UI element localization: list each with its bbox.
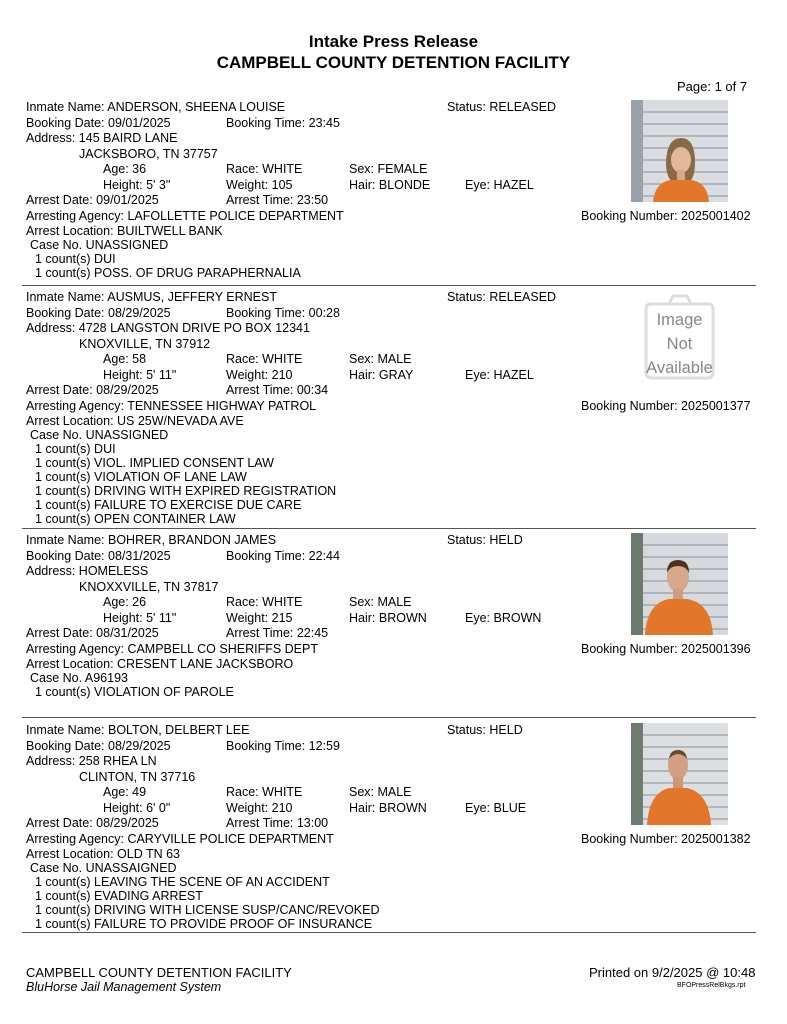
race: Race: WHITE	[226, 595, 303, 609]
arresting-agency: Arresting Agency: TENNESSEE HIGHWAY PATROL	[26, 399, 317, 413]
arrest-time: Arrest Time: 22:45	[226, 626, 329, 640]
arrest-location: Arrest Location: BUILTWELL BANK	[26, 224, 223, 238]
image-unavailable-text: Not	[666, 335, 693, 353]
arrest-location: Arrest Location: OLD TN 63	[26, 847, 181, 861]
eye: Eye: HAZEL	[465, 368, 534, 382]
race: Race: WHITE	[226, 785, 303, 799]
arresting-agency: Arresting Agency: CARYVILLE POLICE DEPARTMENT	[26, 832, 334, 846]
report-filename: BFOPressRelBkgs.rpt	[677, 982, 746, 989]
sex: Sex: FEMALE	[349, 162, 428, 176]
address-line-1: Address: 258 RHEA LN	[26, 754, 157, 768]
status: Status: HELD	[447, 533, 523, 547]
record-divider	[22, 932, 756, 933]
booking-number: Booking Number: 2025001377	[581, 399, 751, 413]
address-line-2: JACKSBORO, TN 37757	[79, 147, 218, 161]
charge: 1 count(s) VIOL. IMPLIED CONSENT LAW	[35, 456, 274, 470]
arrest-time: Arrest Time: 13:00	[226, 816, 329, 830]
record-divider	[22, 285, 756, 286]
charge: 1 count(s) DUI	[35, 252, 116, 266]
booking-number: Booking Number: 2025001382	[581, 832, 751, 846]
charge: 1 count(s) EVADING ARREST	[35, 889, 203, 903]
charge: 1 count(s) VIOLATION OF LANE LAW	[35, 470, 247, 484]
inmate-name: Inmate Name: ANDERSON, SHEENA LOUISE	[26, 100, 286, 114]
booking-date: Booking Date: 09/01/2025	[26, 116, 171, 130]
page-number: Page: 1 of 7	[677, 79, 748, 94]
address-line-2: CLINTON, TN 37716	[79, 770, 196, 784]
case-number: Case No. UNASSIGNED	[30, 428, 169, 442]
height: Height: 5' 11"	[103, 611, 177, 625]
address-line-1: Address: 145 BAIRD LANE	[26, 131, 178, 145]
age: Age: 26	[103, 595, 147, 609]
booking-number: Booking Number: 2025001396	[581, 642, 751, 656]
image-unavailable-text: Image	[656, 311, 703, 329]
age: Age: 36	[103, 162, 147, 176]
weight: Weight: 210	[226, 801, 293, 815]
booking-time: Booking Time: 12:59	[226, 739, 340, 753]
arrest-date: Arrest Date: 08/29/2025	[26, 383, 159, 397]
arrest-time: Arrest Time: 23:50	[226, 193, 329, 207]
printed-timestamp: Printed on 9/2/2025 @ 10:48	[589, 965, 756, 980]
hair: Hair: BROWN	[349, 801, 427, 815]
address-line-2: KNOXVILLE, TN 37912	[79, 337, 211, 351]
record-divider	[22, 528, 756, 529]
facility-title: CAMPBELL COUNTY DETENTION FACILITY	[216, 53, 571, 72]
race: Race: WHITE	[226, 162, 303, 176]
hair: Hair: BROWN	[349, 611, 427, 625]
address-line-2: KNOXXVILLE, TN 37817	[79, 580, 219, 594]
case-number: Case No. UNASSIGNED	[30, 238, 169, 252]
booking-time: Booking Time: 00:28	[226, 306, 340, 320]
status: Status: RELEASED	[447, 290, 557, 304]
eye: Eye: BLUE	[465, 801, 527, 815]
booking-date: Booking Date: 08/29/2025	[26, 739, 171, 753]
race: Race: WHITE	[226, 352, 303, 366]
booking-date: Booking Date: 08/29/2025	[26, 306, 171, 320]
age: Age: 49	[103, 785, 147, 799]
charge: 1 count(s) POSS. OF DRUG PARAPHERNALIA	[35, 266, 301, 280]
charge: 1 count(s) OPEN CONTAINER LAW	[35, 512, 236, 526]
image-not-available-icon	[631, 290, 728, 392]
sex: Sex: MALE	[349, 595, 412, 609]
height: Height: 6' 0"	[103, 801, 171, 815]
eye: Eye: HAZEL	[465, 178, 534, 192]
sex: Sex: MALE	[349, 352, 412, 366]
inmate-name: Inmate Name: BOLTON, DELBERT LEE	[26, 723, 250, 737]
sex: Sex: MALE	[349, 785, 412, 799]
charge: 1 count(s) DUI	[35, 442, 116, 456]
height: Height: 5' 3"	[103, 178, 171, 192]
charge: 1 count(s) DRIVING WITH LICENSE SUSP/CANC/REVOKED	[35, 903, 380, 917]
arrest-date: Arrest Date: 08/31/2025	[26, 626, 159, 640]
hair: Hair: GRAY	[349, 368, 414, 382]
mugshot-photo	[631, 723, 728, 825]
image-unavailable-text: Available	[646, 359, 713, 377]
arresting-agency: Arresting Agency: CAMPBELL CO SHERIFFS DEPT	[26, 642, 318, 656]
booking-date: Booking Date: 08/31/2025	[26, 549, 171, 563]
arrest-location: Arrest Location: US 25W/NEVADA AVE	[26, 414, 244, 428]
charge: 1 count(s) FAILURE TO EXERCISE DUE CARE	[35, 498, 302, 512]
case-number: Case No. A96193	[30, 671, 128, 685]
address-line-1: Address: HOMELESS	[26, 564, 149, 578]
report-title: Intake Press Release	[308, 32, 479, 51]
arrest-date: Arrest Date: 08/29/2025	[26, 816, 159, 830]
record-divider	[22, 717, 756, 718]
eye: Eye: BROWN	[465, 611, 542, 625]
booking-time: Booking Time: 23:45	[226, 116, 340, 130]
case-number: Case No. UNASSAIGNED	[30, 861, 177, 875]
mugshot-photo	[631, 533, 728, 635]
weight: Weight: 215	[226, 611, 293, 625]
arresting-agency: Arresting Agency: LAFOLLETTE POLICE DEPARTMENT	[26, 209, 344, 223]
arrest-location: Arrest Location: CRESENT LANE JACKSBORO	[26, 657, 294, 671]
status: Status: HELD	[447, 723, 523, 737]
charge: 1 count(s) DRIVING WITH EXPIRED REGISTRATION	[35, 484, 337, 498]
weight: Weight: 105	[226, 178, 293, 192]
hair: Hair: BLONDE	[349, 178, 431, 192]
status: Status: RELEASED	[447, 100, 557, 114]
age: Age: 58	[103, 352, 147, 366]
mugshot-photo	[631, 100, 728, 202]
weight: Weight: 210	[226, 368, 293, 382]
inmate-name: Inmate Name: BOHRER, BRANDON JAMES	[26, 533, 277, 547]
booking-time: Booking Time: 22:44	[226, 549, 340, 563]
charge: 1 count(s) LEAVING THE SCENE OF AN ACCIDENT	[35, 875, 330, 889]
booking-number: Booking Number: 2025001402	[581, 209, 751, 223]
charge: 1 count(s) FAILURE TO PROVIDE PROOF OF INSURANCE	[35, 917, 373, 931]
height: Height: 5' 11"	[103, 368, 177, 382]
inmate-name: Inmate Name: AUSMUS, JEFFERY ERNEST	[26, 290, 277, 304]
footer-system: BluHorse Jail Management System	[26, 980, 222, 994]
arrest-date: Arrest Date: 09/01/2025	[26, 193, 159, 207]
footer-facility: CAMPBELL COUNTY DETENTION FACILITY	[26, 965, 292, 980]
arrest-time: Arrest Time: 00:34	[226, 383, 329, 397]
charge: 1 count(s) VIOLATION OF PAROLE	[35, 685, 234, 699]
address-line-1: Address: 4728 LANGSTON DRIVE PO BOX 12341	[26, 321, 310, 335]
